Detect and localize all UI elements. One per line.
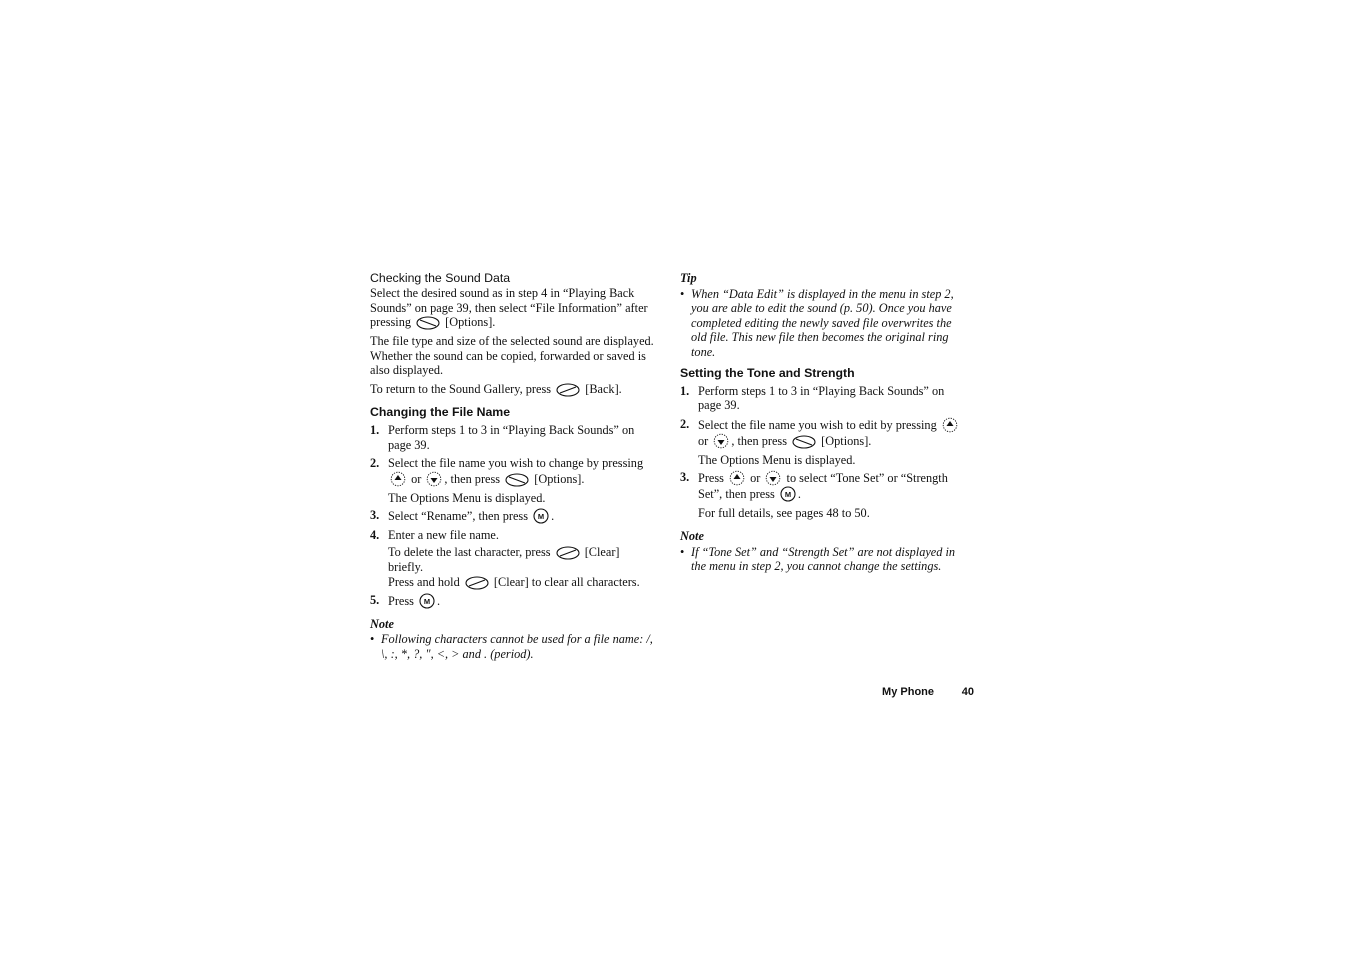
step-2-result: The Options Menu is displayed.	[388, 490, 546, 505]
text: or	[750, 471, 761, 486]
text: Select “Rename”, then press	[388, 509, 528, 524]
note-bullet-item	[370, 632, 654, 661]
step-number: 5.	[370, 592, 380, 607]
step-4-detail-2	[388, 575, 654, 590]
paragraph	[370, 286, 654, 330]
note-text: If “Tone Set” and “Strength Set” are not displayed in the menu in step 2, you cannot change the settings.	[691, 544, 956, 574]
left-soft-key-icon	[556, 546, 580, 560]
text: Select the file name you wish to edit by pressing	[698, 417, 937, 432]
text: [Back].	[585, 381, 622, 396]
nav-up-key-icon	[942, 417, 958, 433]
bullet-mark: •	[680, 544, 685, 559]
section-tone-strength	[680, 366, 964, 521]
page-footer	[870, 685, 974, 699]
tip-bullet-item	[680, 287, 964, 360]
step-text	[388, 593, 654, 609]
step-3	[680, 470, 964, 502]
text: .	[797, 487, 801, 502]
step-text: Enter a new file name.	[388, 528, 499, 543]
note-block	[370, 617, 654, 662]
step-text	[698, 470, 964, 502]
text: .	[551, 509, 555, 524]
step-number: 4.	[370, 528, 380, 543]
right-soft-key-icon	[792, 435, 816, 449]
text: To return to the Sound Gallery, press	[370, 381, 552, 396]
right-soft-key-icon	[505, 473, 529, 487]
paragraph: The file type and size of the selected sound are displayed. Whether the sound can be copied, forwarded or saved is also displayed.	[370, 334, 654, 378]
step-text: Perform steps 1 to 3 in “Playing Back Sounds” on page 39.	[698, 383, 945, 413]
bullet-mark: •	[680, 286, 685, 301]
text: [Options].	[445, 315, 496, 330]
bullet-mark: •	[370, 632, 375, 647]
text: Press	[388, 593, 414, 608]
section-changing-file-name	[370, 405, 654, 609]
m-key-icon	[780, 486, 796, 502]
note-heading: Note	[370, 616, 394, 631]
text: Select the file name you wish to change by pressing	[388, 456, 644, 471]
paragraph	[370, 382, 654, 397]
note-text: Following characters cannot be used for a file name: /, \, :, *, ?, ", <, > and . (period).	[381, 632, 653, 661]
page-number: 40	[961, 686, 974, 698]
text: , then press	[731, 433, 787, 448]
m-key-icon	[533, 508, 549, 524]
m-key-icon	[419, 593, 435, 609]
text: Press and hold	[388, 574, 460, 589]
heading-checking-sound-data: Checking the Sound Data	[370, 271, 511, 285]
step-3	[370, 508, 654, 524]
step-text: Perform steps 1 to 3 in “Playing Back Sounds” on page 39.	[388, 422, 635, 452]
text: [Clear] briefly.	[388, 544, 620, 574]
step-number: 1.	[680, 383, 690, 398]
step-2	[680, 417, 964, 449]
step-4	[370, 528, 654, 543]
left-soft-key-icon	[465, 576, 489, 590]
text: to select “Tone Set” or “Strength Set”, then press	[698, 471, 948, 502]
step-1	[680, 384, 964, 413]
footer-section-title: My Phone	[882, 686, 934, 698]
text: or	[411, 471, 422, 486]
step-text	[388, 508, 654, 524]
tip-block	[680, 271, 964, 360]
left-soft-key-icon	[556, 383, 580, 397]
step-1	[370, 423, 654, 452]
right-column	[680, 271, 964, 574]
heading-tone-strength: Setting the Tone and Strength	[680, 365, 855, 380]
nav-up-key-icon	[390, 471, 406, 487]
step-4-detail-1	[388, 545, 654, 575]
section-checking-sound-data	[370, 271, 654, 397]
step-2-result: The Options Menu is displayed.	[698, 452, 856, 467]
heading-changing-file-name: Changing the File Name	[370, 404, 511, 419]
text: [Options].	[821, 433, 872, 448]
step-2	[370, 456, 654, 487]
text: [Options].	[534, 471, 585, 486]
nav-down-key-icon	[426, 471, 442, 487]
nav-down-key-icon	[713, 433, 729, 449]
step-text	[698, 417, 964, 449]
left-column	[370, 271, 654, 661]
text: or	[698, 433, 709, 448]
step-number: 2.	[370, 456, 380, 471]
text: , then press	[444, 471, 501, 486]
text: .	[437, 593, 441, 608]
step-3-detail: For full details, see pages 48 to 50.	[698, 506, 870, 521]
text: Select the desired sound as in step 4 in “Playing Back Sounds” on page 39, then select “File Information” after pressing	[370, 286, 648, 330]
step-number: 3.	[680, 470, 690, 485]
note-bullet-item	[680, 545, 964, 574]
text: [Clear] to clear all characters.	[493, 574, 640, 589]
step-number: 1.	[370, 422, 380, 437]
step-number: 2.	[680, 416, 690, 431]
note-heading: Note	[680, 528, 704, 543]
text: Press	[698, 471, 724, 486]
note-block	[680, 529, 964, 574]
nav-down-key-icon	[765, 470, 781, 486]
step-5	[370, 593, 654, 609]
step-text	[388, 456, 654, 487]
tip-heading: Tip	[680, 271, 697, 285]
step-number: 3.	[370, 508, 380, 523]
tip-text: When “Data Edit” is displayed in the menu in step 2, you are able to edit the sound (p. 50). Once you have completed editing the newly saved file overwrites the old file. This new file then becomes the original ring tone.	[691, 286, 954, 359]
text: To delete the last character, press	[388, 544, 551, 559]
nav-up-key-icon	[729, 470, 745, 486]
right-soft-key-icon	[416, 316, 440, 330]
